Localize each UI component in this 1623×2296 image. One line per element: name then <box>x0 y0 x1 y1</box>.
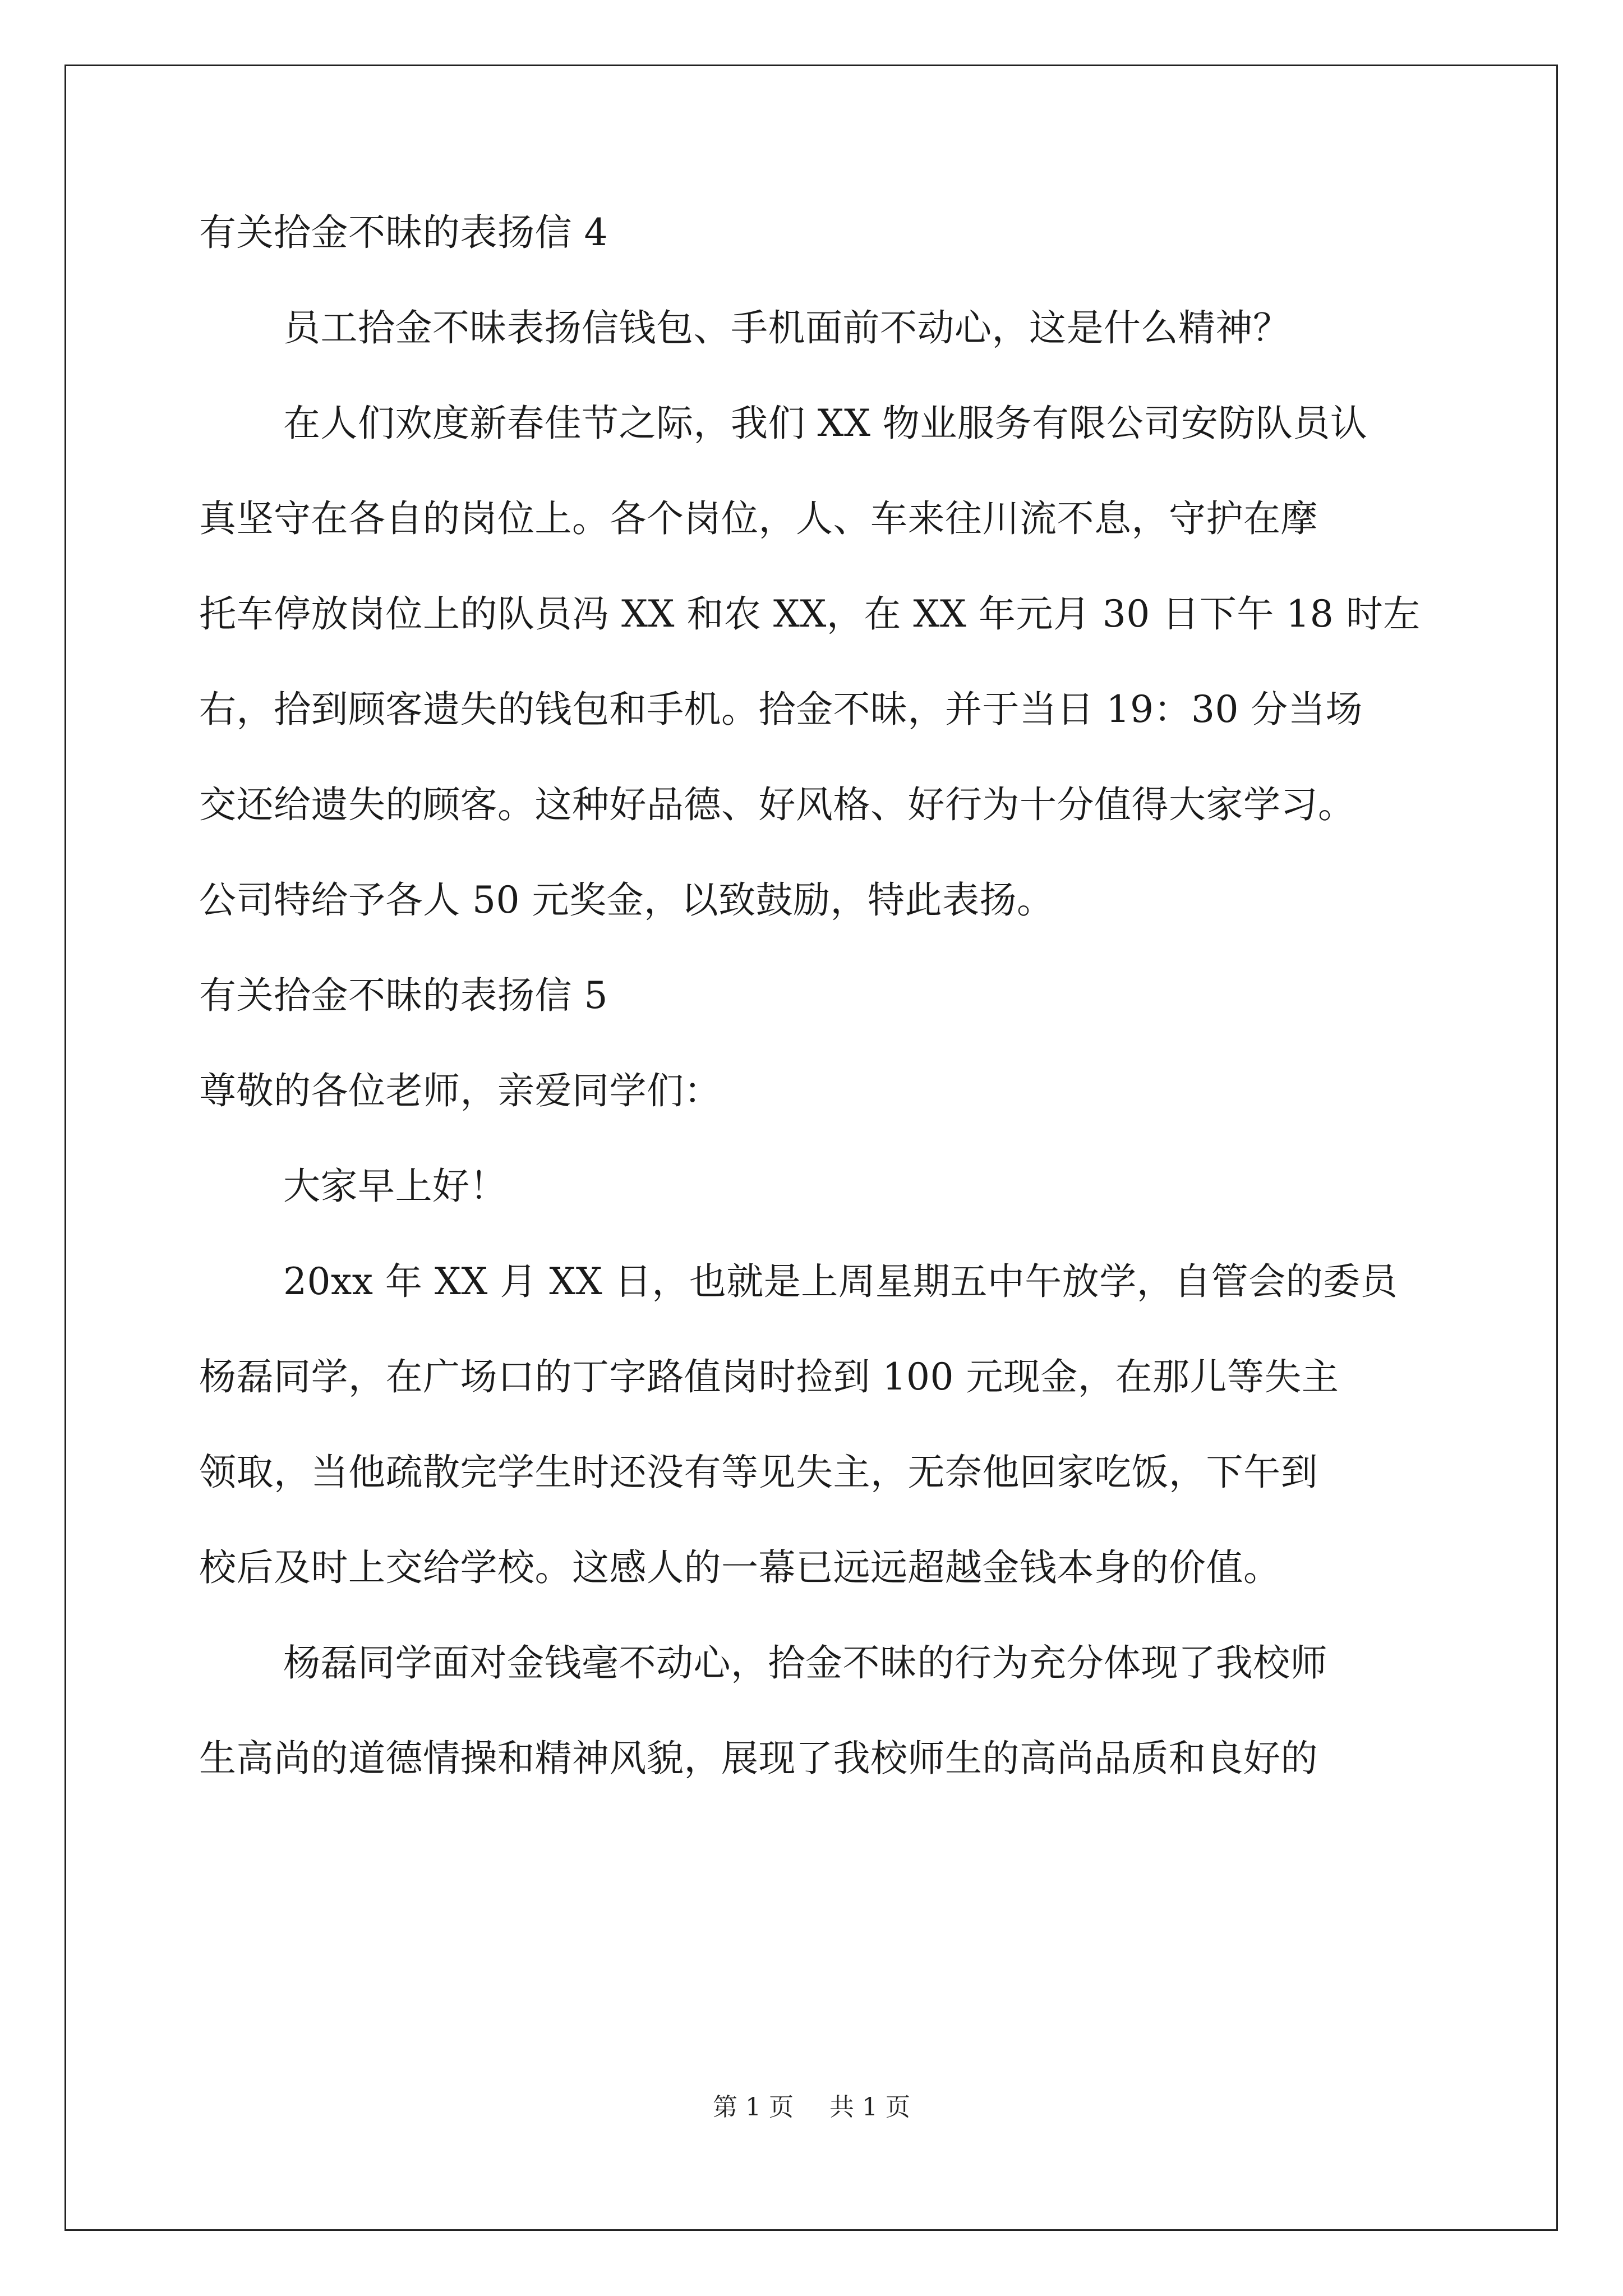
paragraph-line: 校后及时上交给学校。这感人的一幕已远远超越金钱本身的价值。 <box>199 1546 1281 1589</box>
salutation: 尊敬的各位老师，亲爱同学们： <box>199 1069 721 1112</box>
paragraph-line: 托车停放岗位上的队员冯 XX 和农 XX，在 XX 年元月 30 日下午 18 时左 <box>199 592 1421 636</box>
paragraph-line: 交还给遗失的顾客。这种好品德、好风格、好行为十分值得大家学习。 <box>199 783 1355 826</box>
document-body <box>199 185 1433 1806</box>
paragraph-line: 在人们欢度新春佳节之际，我们 XX 物业服务有限公司安防队员认 <box>283 402 1368 445</box>
paragraph-line: 公司特给予各人 50 元奖金，以致鼓励，特此表扬。 <box>199 878 1054 922</box>
paragraph-line: 真坚守在各自的岗位上。各个岗位，人、车来往川流不息，守护在摩 <box>199 497 1318 540</box>
page-number-current: 第 1 页 <box>713 2093 794 2122</box>
heading-letter-4: 有关拾金不昧的表扬信 4 <box>199 211 608 254</box>
paragraph-line: 员工拾金不昧表扬信钱包、手机面前不动心，这是什么精神？ <box>283 306 1290 349</box>
paragraph-line: 杨磊同学，在广场口的丁字路值岗时捡到 100 元现金，在那儿等失主 <box>199 1355 1339 1398</box>
heading-letter-5: 有关拾金不昧的表扬信 5 <box>199 974 608 1017</box>
paragraph-line: 20xx 年 XX 月 XX 日，也就是上周星期五中午放学，自管会的委员 <box>283 1260 1398 1303</box>
page-footer <box>0 2087 1623 2123</box>
paragraph-line: 右，拾到顾客遗失的钱包和手机。拾金不昧，并于当日 19：30 分当场 <box>199 688 1363 731</box>
greeting: 大家早上好！ <box>283 1165 507 1208</box>
paragraph-line: 生高尚的道德情操和精神风貌，展现了我校师生的高尚品质和良好的 <box>199 1737 1318 1780</box>
paragraph-line: 杨磊同学面对金钱毫不动心，拾金不昧的行为充分体现了我校师 <box>283 1641 1327 1685</box>
paragraph-line: 领取，当他疏散完学生时还没有等见失主，无奈他回家吃饭，下午到 <box>199 1451 1318 1494</box>
page-number-total: 共 1 页 <box>829 2093 910 2122</box>
